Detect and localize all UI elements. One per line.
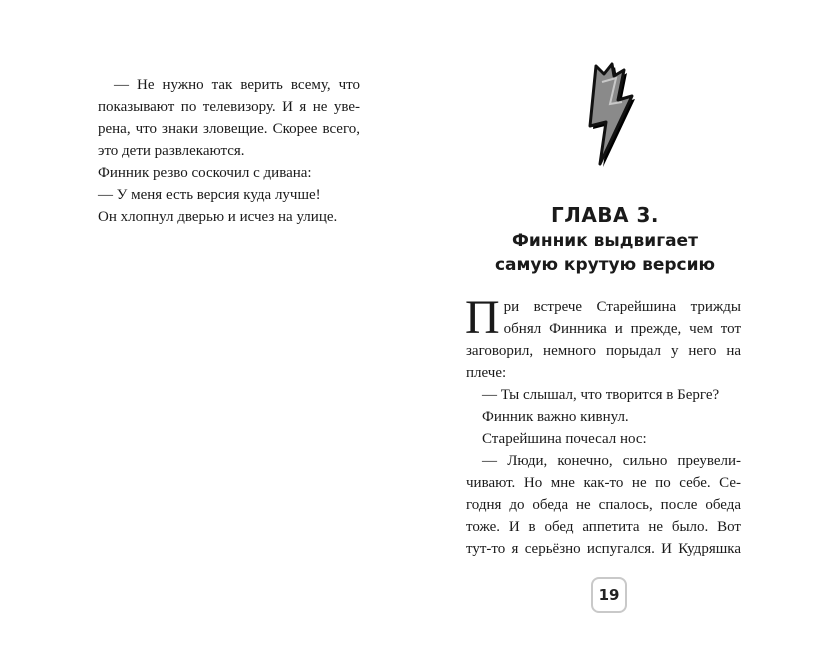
text-line: Он хлопнул дверью и исчез на улице. xyxy=(98,209,338,225)
drop-cap: П xyxy=(465,291,500,344)
page-number: 19 xyxy=(591,577,627,613)
text-line: Финник резво соскочил с дивана: xyxy=(98,165,312,181)
text-line: плече: xyxy=(466,365,507,381)
text-line: — Ты слышал, что творится в Берге? xyxy=(482,387,720,403)
text-line: чивают. Но мне как-то не по себе. Се- xyxy=(466,475,741,491)
text-line: показывают по телевизору. И я не уве- xyxy=(98,99,360,115)
text-line: ри встрече Старейшина трижды xyxy=(503,299,741,315)
text-line: рена, что знаки зловещие. Скорее всего, xyxy=(98,121,360,137)
text-line: тут-то я серьёзно испугался. И Кудряшка xyxy=(466,541,741,557)
text-line: — У меня есть версия куда лучше! xyxy=(98,187,321,203)
text-line: Старейшина почесал нос: xyxy=(482,431,647,447)
right-page-text xyxy=(465,291,741,560)
lightning-bolt-icon xyxy=(572,60,644,170)
chapter-title-line-1: Финник выдвигает xyxy=(512,231,698,251)
text-line: — Не нужно так верить всему, что xyxy=(114,77,360,93)
text-line: годня до обеда не спалось, после обеда xyxy=(466,497,741,513)
text-line: заговорил, немного порыдал у него на xyxy=(466,343,741,359)
left-page-text xyxy=(98,74,360,228)
text-line: Финник важно кивнул. xyxy=(482,409,629,425)
text-line: тоже. И в обед аппетита не было. Вот xyxy=(466,519,741,535)
text-line: — Люди, конечно, сильно преувели- xyxy=(482,453,741,469)
chapter-header xyxy=(450,203,760,277)
chapter-title-line-2: самую крутую версию xyxy=(494,255,716,275)
chapter-label: ГЛАВА 3. xyxy=(550,203,660,227)
text-line: это дети развлекаются. xyxy=(98,143,245,159)
text-line: обнял Финника и прежде, чем тот xyxy=(503,321,741,337)
